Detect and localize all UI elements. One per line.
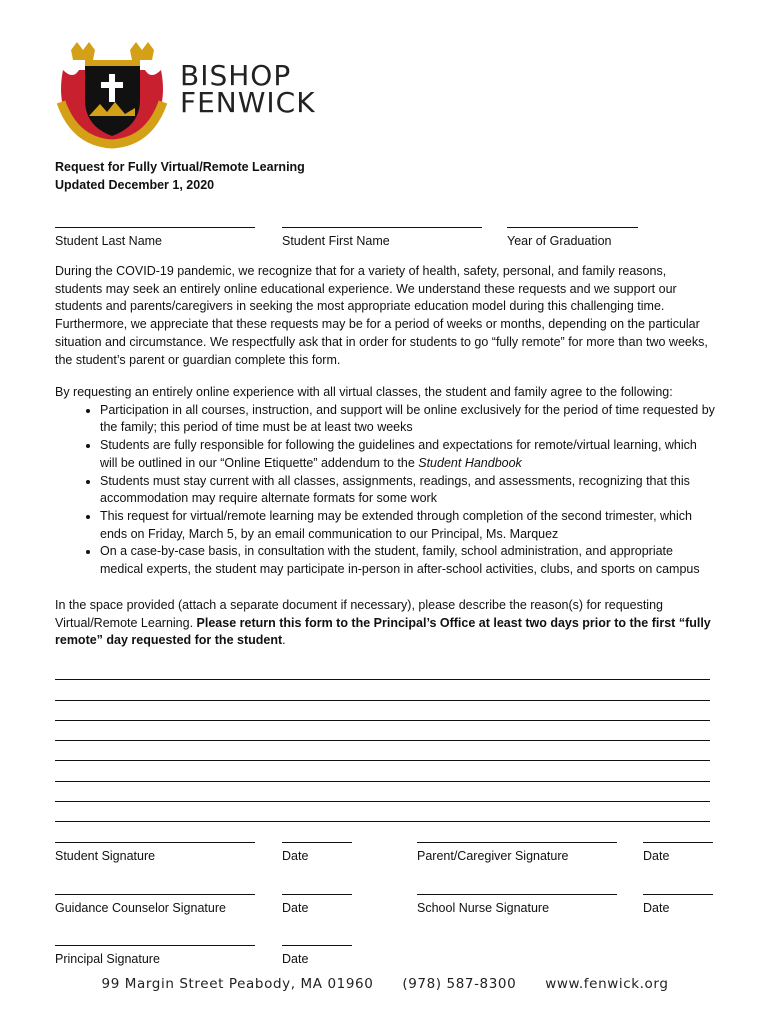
response-line[interactable] bbox=[55, 660, 710, 680]
fill-line[interactable] bbox=[282, 830, 352, 843]
footer-website[interactable]: www.fenwick.org bbox=[545, 976, 669, 992]
student-signature-label: Student Signature bbox=[55, 849, 156, 863]
student-name-fields bbox=[55, 215, 735, 249]
nurse-date-field[interactable] bbox=[643, 882, 713, 915]
principal-date-field[interactable] bbox=[282, 933, 352, 966]
fill-line[interactable] bbox=[55, 933, 255, 946]
parent-signature-label: Parent/Caregiver Signature bbox=[417, 849, 569, 863]
list-item: • Students must stay current with all classes, assignments, readings, and assessments, recognizing that this accommodation may require alternate formats for some work bbox=[100, 473, 715, 508]
list-item: • This request for virtual/remote learning may be extended through completion of the second trimester, which ends on Friday, March 5, by an email communication to our Principal, Ms. Marquez bbox=[100, 508, 715, 543]
fill-line[interactable] bbox=[507, 215, 638, 228]
letterhead bbox=[55, 30, 355, 150]
student-first-name-label: Student First Name bbox=[282, 234, 390, 248]
student-date-field[interactable] bbox=[282, 830, 352, 863]
parent-date-field[interactable] bbox=[643, 830, 713, 863]
student-last-name-field[interactable] bbox=[55, 215, 255, 248]
student-first-name-field[interactable] bbox=[282, 215, 482, 248]
list-item: • On a case-by-case basis, in consultation with the student, family, school administration, and appropriate medical experts, the student may participate in-person in after-school activities, clubs, and sports on campus bbox=[100, 543, 715, 578]
date-label: Date bbox=[282, 849, 309, 863]
student-last-name-label: Student Last Name bbox=[55, 234, 163, 248]
response-line[interactable] bbox=[55, 680, 710, 700]
list-item: • Participation in all courses, instruction, and support will be online exclusively for the period of time requested by the family; this period of time must be at least two weeks bbox=[100, 402, 715, 437]
parent-signature-field[interactable] bbox=[417, 830, 617, 863]
fill-line[interactable] bbox=[282, 882, 352, 895]
reason-end: . bbox=[282, 633, 286, 648]
agreement-lead: By requesting an entirely online experience with all virtual classes, the student and family agree to the following: bbox=[55, 385, 673, 399]
list-item bbox=[100, 437, 715, 472]
graduation-year-label: Year of Graduation bbox=[507, 234, 612, 248]
counselor-signature-field[interactable] bbox=[55, 882, 255, 915]
school-name-line1: BISHOP bbox=[180, 59, 292, 92]
footer-contact bbox=[0, 976, 770, 992]
agreement-list bbox=[55, 402, 715, 579]
response-line[interactable] bbox=[55, 741, 710, 761]
date-label: Date bbox=[643, 901, 670, 915]
footer-address: 99 Margin Street Peabody, MA 01960 bbox=[101, 976, 374, 992]
school-name-line2: FENWICK bbox=[180, 86, 316, 119]
reason-instructions bbox=[55, 597, 715, 650]
fill-line[interactable] bbox=[282, 215, 482, 228]
response-line[interactable] bbox=[55, 701, 710, 721]
reason-response-area[interactable] bbox=[55, 660, 710, 822]
nurse-signature-label: School Nurse Signature bbox=[417, 901, 550, 915]
reason-text: In the space provided (attach a separate document if necessary), please describe the reason(s) for requesting Virtual/Remote Learning. bbox=[55, 598, 663, 630]
form-title-line1: Request for Fully Virtual/Remote Learning bbox=[55, 160, 305, 174]
fill-line[interactable] bbox=[55, 882, 255, 895]
agreement-section bbox=[55, 384, 715, 579]
date-label: Date bbox=[282, 901, 309, 915]
school-name bbox=[180, 59, 316, 119]
graduation-year-field[interactable] bbox=[507, 215, 638, 248]
date-label: Date bbox=[282, 952, 309, 966]
intro-paragraph: During the COVID-19 pandemic, we recognize that for a variety of health, safety, personal, and family reasons, students may seek an entirely online educational experience. We understand these requests and we support our students and parents/caregivers in seeking the most appropriate education model during this challenging time. Furthermore, we appreciate that these requests may be for a period of weeks or months, depending on the particular situation and circumstance. We respectfully ask that in order for students to go “fully remote” for more than two weeks, the student’s parent or guardian complete this form. bbox=[55, 264, 708, 367]
student-signature-field[interactable] bbox=[55, 830, 255, 863]
fill-line[interactable] bbox=[282, 933, 352, 946]
school-crest-logo bbox=[55, 30, 170, 150]
principal-signature-label: Principal Signature bbox=[55, 952, 160, 966]
response-line[interactable] bbox=[55, 802, 710, 822]
response-line[interactable] bbox=[55, 721, 710, 741]
nurse-signature-field[interactable] bbox=[417, 882, 617, 915]
counselor-signature-label: Guidance Counselor Signature bbox=[55, 901, 226, 915]
fill-line[interactable] bbox=[417, 882, 617, 895]
response-line[interactable] bbox=[55, 782, 710, 802]
fill-line[interactable] bbox=[643, 830, 713, 843]
footer-phone: (978) 587-8300 bbox=[402, 976, 517, 992]
date-label: Date bbox=[643, 849, 670, 863]
fill-line[interactable] bbox=[55, 215, 255, 228]
response-line[interactable] bbox=[55, 761, 710, 781]
handbook-title: Student Handbook bbox=[418, 455, 522, 470]
fill-line[interactable] bbox=[643, 882, 713, 895]
return-instructions: Please return this form to the Principal’s Office at least two days prior to the first “fully remote” day requested for the student bbox=[55, 615, 711, 648]
form-updated-date: Updated December 1, 2020 bbox=[55, 178, 215, 192]
fill-line[interactable] bbox=[417, 830, 617, 843]
list-item-text: Students are fully responsible for following the guidelines and expectations for remote/virtual learning, which will be outlined in our “Online Etiquette” addendum to the bbox=[100, 438, 697, 470]
fill-line[interactable] bbox=[55, 830, 255, 843]
form-title bbox=[55, 158, 305, 194]
counselor-date-field[interactable] bbox=[282, 882, 352, 915]
principal-signature-field[interactable] bbox=[55, 933, 255, 966]
